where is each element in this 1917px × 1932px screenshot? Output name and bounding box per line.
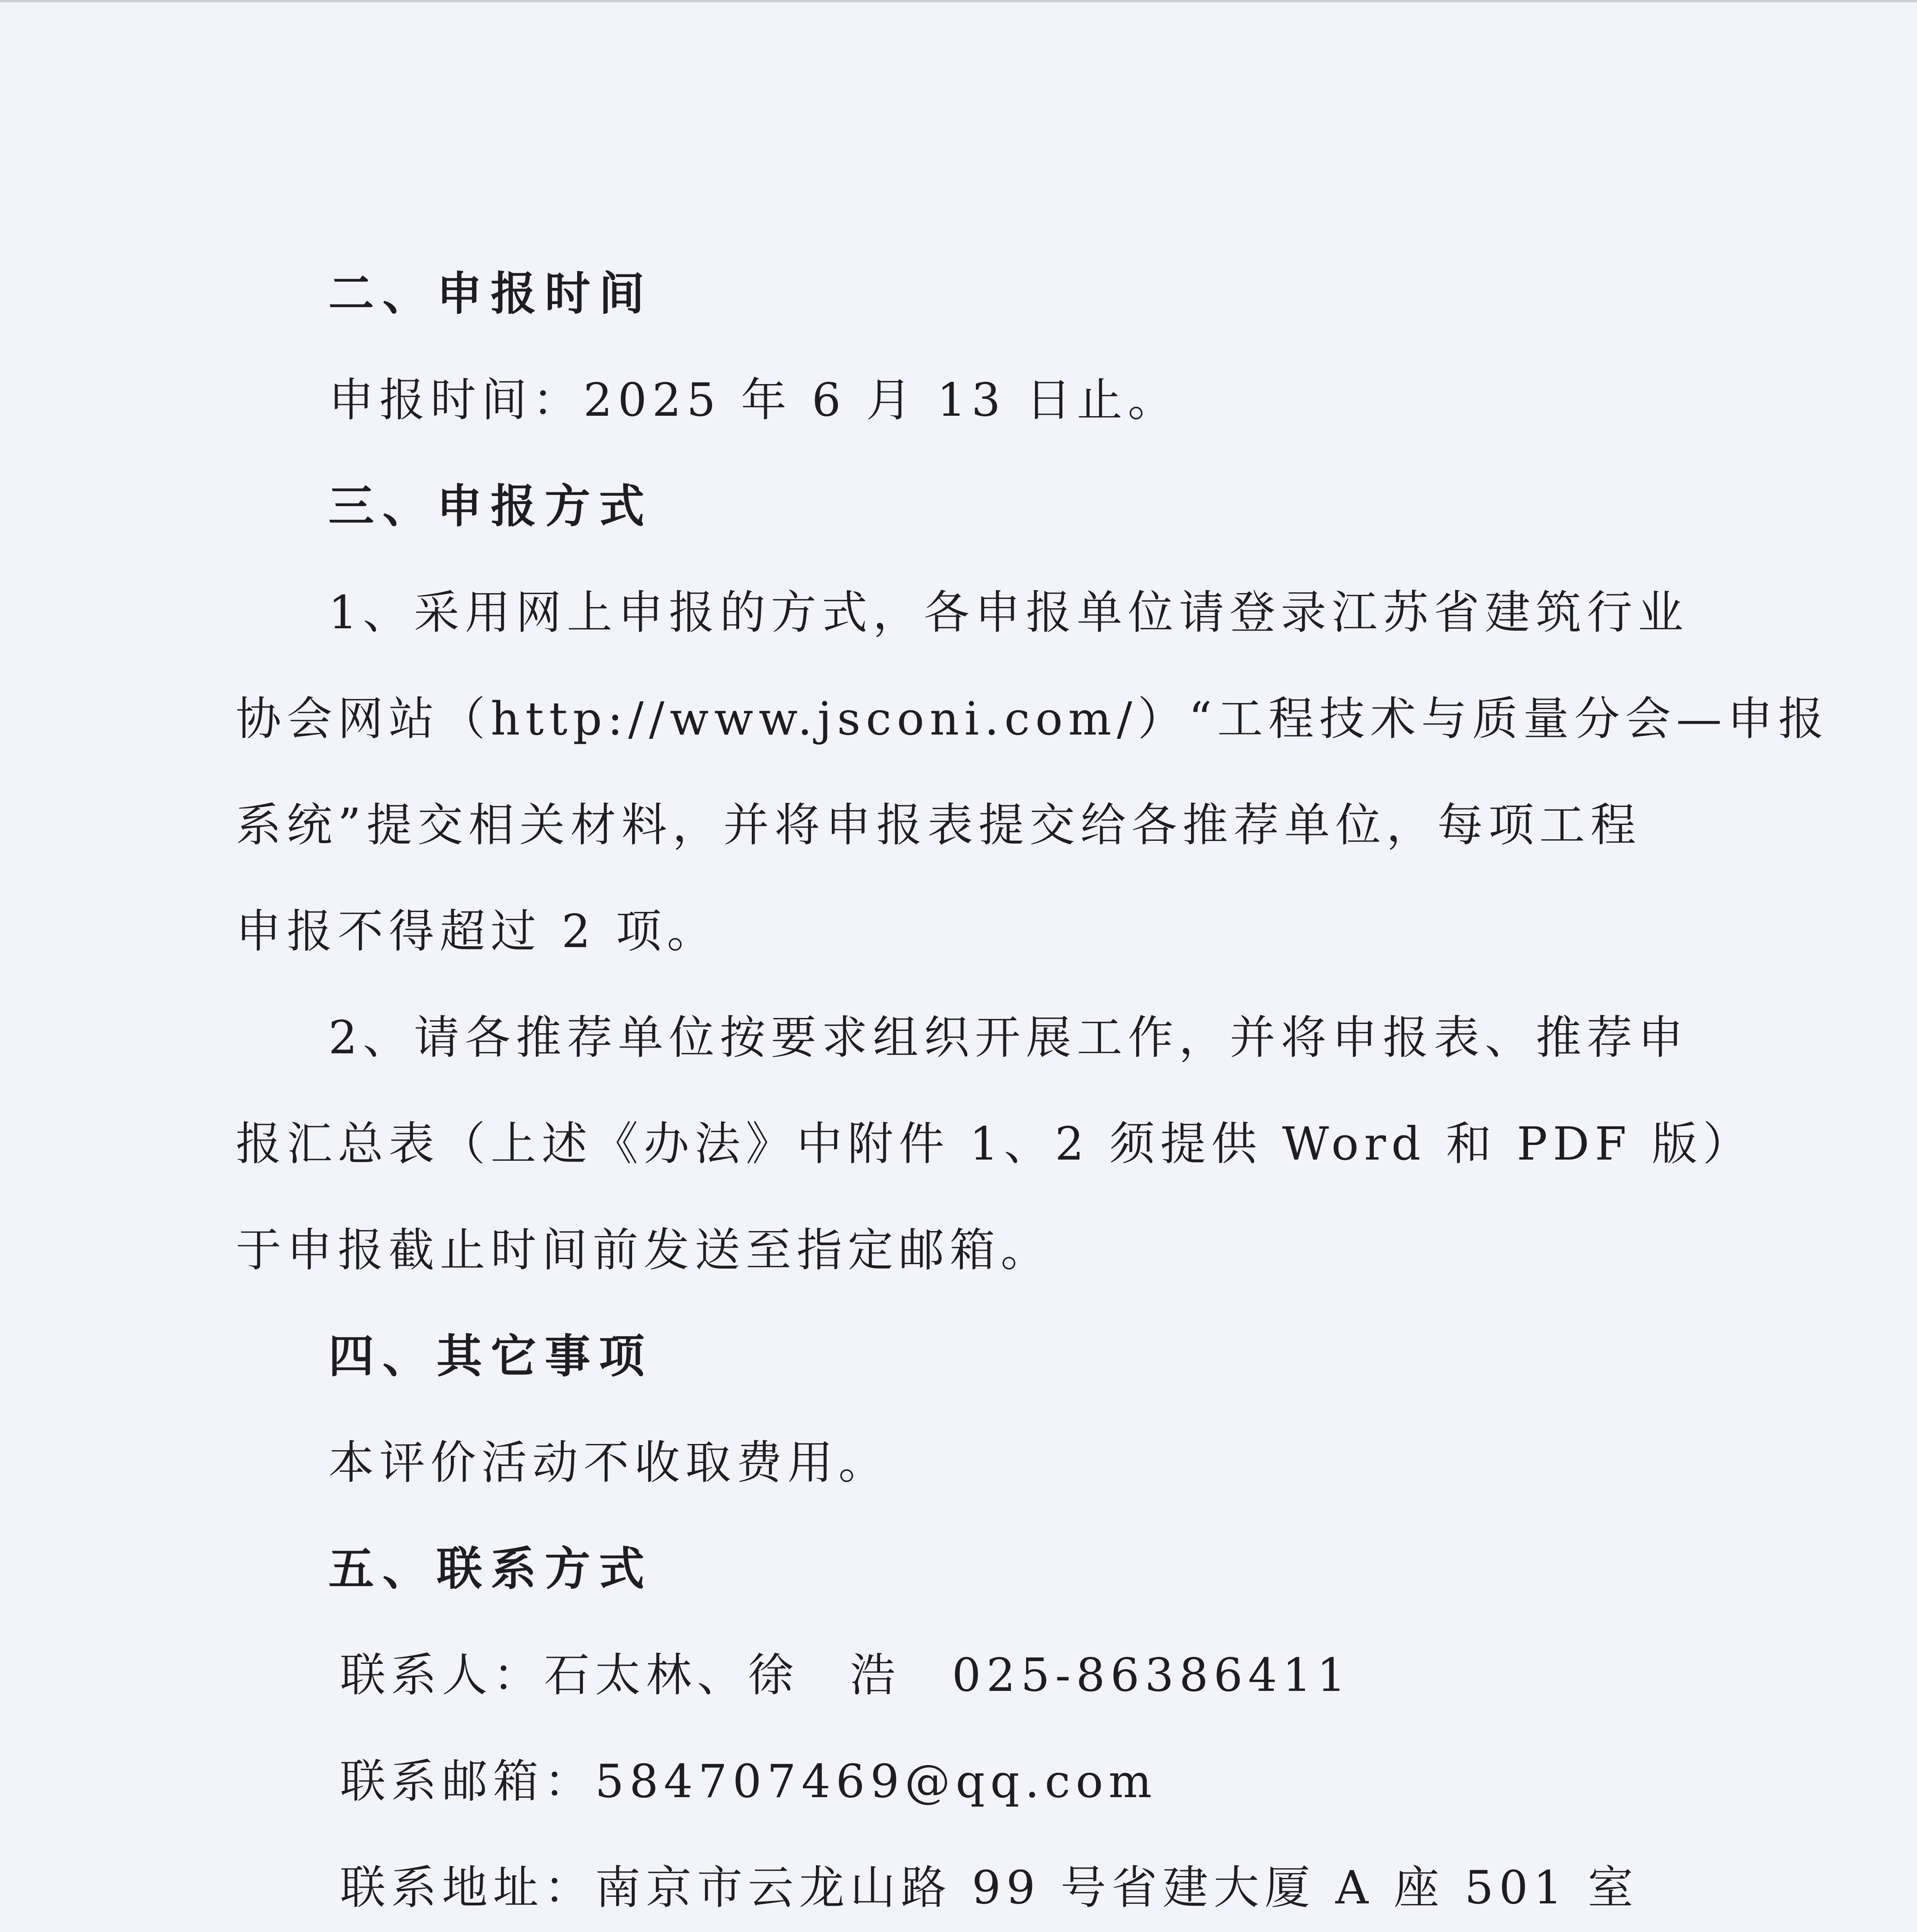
contact-person: 联系人：石太林、徐 浩 025-86386411	[340, 1648, 1351, 1702]
method-item2-line2: 报汇总表（上述《办法》中附件 1、2 须提供 Word 和 PDF 版）	[236, 1117, 1754, 1170]
method-item1-line2: 协会网站（http://www.jsconi.com/）“工程技术与质量分会—申报	[236, 692, 1829, 745]
contact-address: 联系地址：南京市云龙山路 99 号省建大厦 A 座 501 室	[340, 1861, 1639, 1914]
section-heading-method: 三、申报方式	[328, 480, 653, 533]
section-heading-other: 四、其它事项	[328, 1330, 653, 1383]
section-body-time: 申报时间：2025 年 6 月 13 日止。	[328, 373, 1179, 427]
section-heading-contact: 五、联系方式	[328, 1542, 653, 1595]
method-item2-line3: 于申报截止时间前发送至指定邮箱。	[236, 1223, 1052, 1277]
method-item1-line3: 系统”提交相关材料，并将申报表提交给各推荐单位，每项工程	[236, 798, 1642, 852]
section-body-other: 本评价活动不收取费用。	[328, 1436, 890, 1489]
method-item1-line1: 1、采用网上申报的方式，各申报单位请登录江苏省建筑行业	[328, 586, 1689, 639]
method-item2-line1: 2、请各推荐单位按要求组织开展工作，并将申报表、推荐申	[328, 1011, 1689, 1064]
contact-email: 联系邮箱：584707469@qq.com	[340, 1755, 1157, 1808]
method-item1-line4: 申报不得超过 2 项。	[236, 905, 718, 958]
section-heading-time: 二、申报时间	[328, 267, 653, 320]
scan-top-edge	[0, 0, 1917, 2]
